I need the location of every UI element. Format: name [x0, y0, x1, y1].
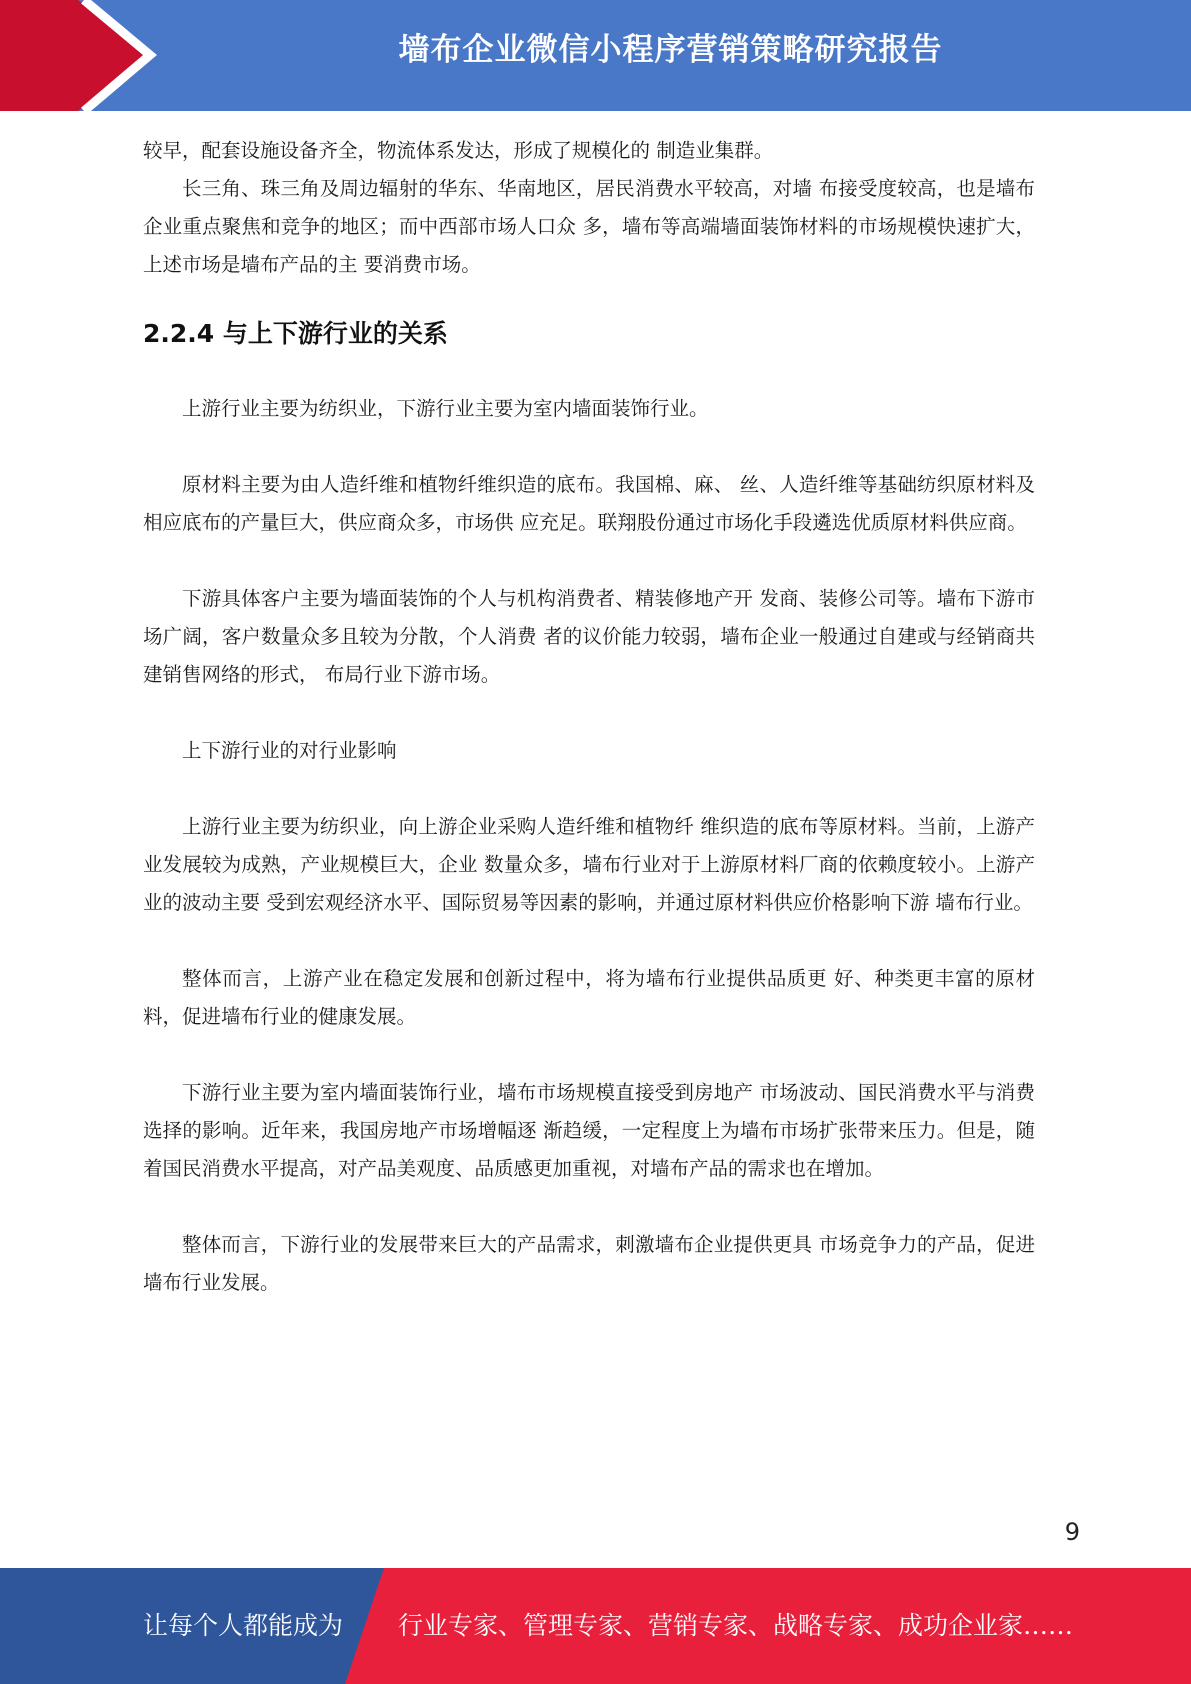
- footer-slogan-right: 行业专家、管理专家、营销专家、战略专家、成功企业家……: [398, 1611, 1074, 1640]
- footer-slogan-left: 让每个人都能成为: [143, 1611, 344, 1640]
- paragraph-upstream-summary: 整体而言，上游产业在稳定发展和创新过程中，将为墙布行业提供品质更 好、种类更丰富的原材料，促进墙布行业的健康发展。: [143, 967, 1035, 1028]
- page-number: 9: [1064, 1518, 1080, 1546]
- page-header: [0, 0, 1191, 111]
- document-body: [143, 132, 1035, 1302]
- paragraph-intro-continued: 较早，配套设施设备齐全，物流体系发达，形成了规模化的 制造业集群。: [143, 139, 774, 162]
- paragraph-downstream-customers: 下游具体客户主要为墙面装饰的个人与机构消费者、精装修地产开 发商、装修公司等。墙布下游市场广阔，客户数量众多且较为分散，个人消费 者的议价能力较弱，墙布企业一般通过自建或与经销商共建销售网络的形式， 布局行业下游市场。: [143, 587, 1035, 686]
- paragraph-downstream-impact: 下游行业主要为室内墙面装饰行业，墙布市场规模直接受到房地产 市场波动、国民消费水平与消费选择的影响。近年来，我国房地产市场增幅逐 渐趋缓，一定程度上为墙布市场扩张带来压力。但是，随着国民消费水平提高，对产品美观度、品质感更加重视，对墙布产品的需求也在增加。: [143, 1081, 1035, 1180]
- page-footer: [0, 1568, 1191, 1684]
- paragraph-downstream-summary: 整体而言，下游行业的发展带来巨大的产品需求，刺激墙布企业提供更具 市场竞争力的产品，促进墙布行业发展。: [143, 1233, 1035, 1294]
- paragraph-upstream-downstream-overview: 上游行业主要为纺织业，下游行业主要为室内墙面装饰行业。: [182, 397, 709, 420]
- paragraph-regional-market: 长三角、珠三角及周边辐射的华东、华南地区，居民消费水平较高，对墙 布接受度较高，也是墙布企业重点聚焦和竞争的地区；而中西部市场人口众 多，墙布等高端墙面装饰材料的市场规模快速扩大，上述市场是墙布产品的主 要消费市场。: [143, 177, 1035, 276]
- report-title: 墙布企业微信小程序营销策略研究报告: [398, 32, 943, 68]
- paragraph-upstream-impact: 上游行业主要为纺织业，向上游企业采购人造纤维和植物纤 维织造的底布等原材料。当前，上游产业发展较为成熟，产业规模巨大，企业 数量众多，墙布行业对于上游原材料厂商的依赖度较小。上游产业的波动主要 受到宏观经济水平、国际贸易等因素的影响，并通过原材料供应价格影响下游 墙布行业。: [143, 815, 1035, 914]
- paragraph-raw-materials: 原材料主要为由人造纤维和植物纤维织造的底布。我国棉、麻、 丝、人造纤维等基础纺织原材料及相应底布的产量巨大，供应商众多，市场供 应充足。联翔股份通过市场化手段遴选优质原材料供应商。: [143, 473, 1035, 534]
- section-heading: 2.2.4 与上下游行业的关系: [143, 319, 448, 348]
- paragraph-impact-subheading: 上下游行业的对行业影响: [182, 739, 397, 762]
